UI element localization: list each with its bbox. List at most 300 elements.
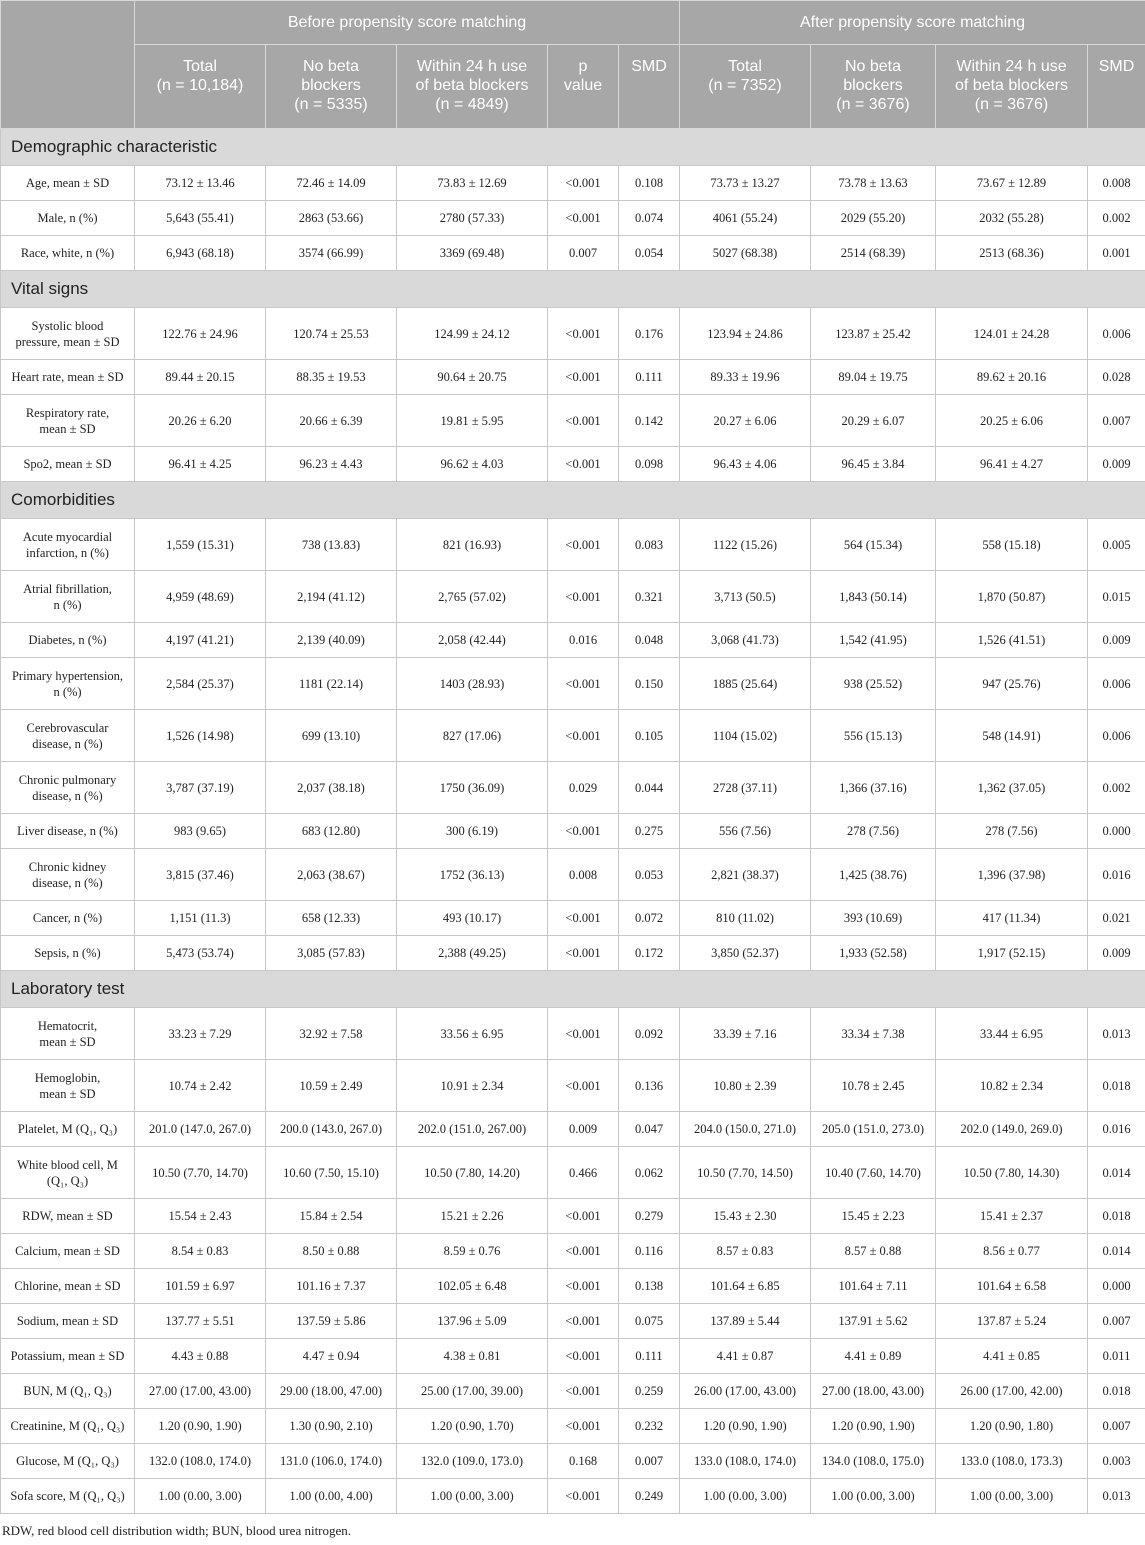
- table-cell: 0.047: [619, 1112, 680, 1147]
- table-cell: 0.000: [1088, 1269, 1145, 1304]
- table-cell: 1,396 (37.98): [936, 849, 1088, 901]
- col-header-line: Total: [183, 58, 217, 75]
- table-row: [1, 1444, 1145, 1479]
- table-cell: 90.64 ± 20.75: [397, 360, 548, 395]
- table-cell: 0.048: [619, 623, 680, 658]
- col-header-no-bb-after: [811, 45, 936, 129]
- table-row: [1, 308, 1145, 360]
- table-cell: 0.321: [619, 571, 680, 623]
- row-label: [1, 901, 135, 936]
- table-cell: 821 (16.93): [397, 519, 548, 571]
- table-cell: 88.35 ± 19.53: [266, 360, 397, 395]
- row-label-line: disease, n (%): [32, 736, 103, 751]
- row-label-line: infarction, n (%): [26, 545, 109, 560]
- table-cell: 2,139 (40.09): [266, 623, 397, 658]
- table-cell: 1,933 (52.58): [811, 936, 936, 971]
- table-cell: 0.009: [1088, 623, 1145, 658]
- row-label: [1, 166, 135, 201]
- table-row: [1, 1060, 1145, 1112]
- table-cell: 0.006: [1088, 658, 1145, 710]
- table-cell: <0.001: [548, 571, 619, 623]
- table-cell: 0.105: [619, 710, 680, 762]
- col-header-total-after: [680, 45, 811, 129]
- table-cell: 137.96 ± 5.09: [397, 1304, 548, 1339]
- table-cell: 10.80 ± 2.39: [680, 1060, 811, 1112]
- table-cell: 4.47 ± 0.94: [266, 1339, 397, 1374]
- row-label-line: Chlorine, mean ± SD: [14, 1279, 121, 1293]
- col-header-line: Within 24 h use: [956, 58, 1067, 75]
- row-label: [1, 308, 135, 360]
- table-cell: 204.0 (150.0, 271.0): [680, 1112, 811, 1147]
- table-cell: 10.74 ± 2.42: [135, 1060, 266, 1112]
- table-cell: 1.00 (0.00, 3.00): [680, 1479, 811, 1514]
- table-cell: 8.57 ± 0.88: [811, 1234, 936, 1269]
- table-cell: 137.91 ± 5.62: [811, 1304, 936, 1339]
- table-cell: 2863 (53.66): [266, 201, 397, 236]
- table-cell: 0.003: [1088, 1444, 1145, 1479]
- table-cell: 0.018: [1088, 1060, 1145, 1112]
- table-cell: 938 (25.52): [811, 658, 936, 710]
- row-label: [1, 710, 135, 762]
- table-cell: 683 (12.80): [266, 814, 397, 849]
- section-header-row: [1, 482, 1145, 519]
- table-cell: 0.232: [619, 1409, 680, 1444]
- table-cell: 699 (13.10): [266, 710, 397, 762]
- table-cell: 0.007: [1088, 1304, 1145, 1339]
- section-title: Demographic characteristic: [1, 129, 1145, 166]
- table-cell: 0.259: [619, 1374, 680, 1409]
- table-cell: 20.26 ± 6.20: [135, 395, 266, 447]
- row-label-line: Hematocrit,: [37, 1018, 98, 1033]
- table-cell: 0.108: [619, 166, 680, 201]
- table-cell: 0.014: [1088, 1234, 1145, 1269]
- row-label: [1, 1409, 135, 1444]
- row-label-line: Cerebrovascular: [26, 720, 109, 735]
- table-cell: 96.43 ± 4.06: [680, 447, 811, 482]
- table-cell: 137.87 ± 5.24: [936, 1304, 1088, 1339]
- table-cell: 2029 (55.20): [811, 201, 936, 236]
- col-header-line: Within 24 h use: [416, 58, 528, 75]
- table-row: [1, 166, 1145, 201]
- section-header-row: [1, 129, 1145, 166]
- table-cell: 15.21 ± 2.26: [397, 1199, 548, 1234]
- table-cell: 1181 (22.14): [266, 658, 397, 710]
- table-cell: <0.001: [548, 360, 619, 395]
- table-cell: 1,362 (37.05): [936, 762, 1088, 814]
- table-cell: 0.006: [1088, 308, 1145, 360]
- table-cell: 0.062: [619, 1147, 680, 1199]
- table-cell: 1,843 (50.14): [811, 571, 936, 623]
- table-cell: 3,085 (57.83): [266, 936, 397, 971]
- table-cell: 102.05 ± 6.48: [397, 1269, 548, 1304]
- row-label-line: Hemoglobin,: [34, 1070, 101, 1085]
- table-cell: <0.001: [548, 1234, 619, 1269]
- table-cell: <0.001: [548, 710, 619, 762]
- table-cell: <0.001: [548, 1008, 619, 1060]
- col-header-line: blockers: [301, 77, 361, 94]
- table-cell: 278 (7.56): [811, 814, 936, 849]
- row-label: [1, 849, 135, 901]
- col-header-bb-after: [936, 45, 1088, 129]
- table-cell: 15.84 ± 2.54: [266, 1199, 397, 1234]
- table-cell: 0.249: [619, 1479, 680, 1514]
- table-cell: <0.001: [548, 1479, 619, 1514]
- col-header-line: of beta blockers: [955, 77, 1068, 94]
- table-cell: 2728 (37.11): [680, 762, 811, 814]
- table-cell: 101.59 ± 6.97: [135, 1269, 266, 1304]
- table-cell: 101.16 ± 7.37: [266, 1269, 397, 1304]
- table-cell: 131.0 (106.0, 174.0): [266, 1444, 397, 1479]
- table-cell: 658 (12.33): [266, 901, 397, 936]
- table-cell: 10.91 ± 2.34: [397, 1060, 548, 1112]
- table-cell: 1,425 (38.76): [811, 849, 936, 901]
- col-header-line: (n = 3676): [836, 96, 910, 113]
- table-row: [1, 1234, 1145, 1269]
- table-cell: 96.62 ± 4.03: [397, 447, 548, 482]
- table-cell: 96.45 ± 3.84: [811, 447, 936, 482]
- table-cell: 0.006: [1088, 710, 1145, 762]
- table-row: [1, 1147, 1145, 1199]
- table-cell: 983 (9.65): [135, 814, 266, 849]
- table-cell: 29.00 (18.00, 47.00): [266, 1374, 397, 1409]
- table-cell: 1.30 (0.90, 2.10): [266, 1409, 397, 1444]
- table-cell: 1,366 (37.16): [811, 762, 936, 814]
- row-label-line: Sepsis, n (%): [34, 946, 101, 960]
- table-cell: 33.23 ± 7.29: [135, 1008, 266, 1060]
- table-cell: <0.001: [548, 1339, 619, 1374]
- row-label-line: pressure, mean ± SD: [15, 334, 120, 349]
- table-cell: <0.001: [548, 395, 619, 447]
- table-cell: 0.002: [1088, 762, 1145, 814]
- row-label: [1, 1374, 135, 1409]
- row-label-line: Respiratory rate,: [25, 405, 110, 420]
- table-cell: 8.59 ± 0.76: [397, 1234, 548, 1269]
- table-cell: 5027 (68.38): [680, 236, 811, 271]
- table-cell: 72.46 ± 14.09: [266, 166, 397, 201]
- col-header-line: (n = 3676): [974, 96, 1049, 113]
- row-label-line: n (%): [53, 597, 82, 612]
- row-label-line: BUN, M (Q₁, Q₃): [23, 1384, 112, 1398]
- table-cell: 1,151 (11.3): [135, 901, 266, 936]
- table-cell: 73.78 ± 13.63: [811, 166, 936, 201]
- table-cell: 3,850 (52.37): [680, 936, 811, 971]
- table-cell: 0.466: [548, 1147, 619, 1199]
- table-cell: 0.008: [1088, 166, 1145, 201]
- table-cell: 0.075: [619, 1304, 680, 1339]
- table-row: [1, 447, 1145, 482]
- table-cell: 1.00 (0.00, 3.00): [135, 1479, 266, 1514]
- row-label-line: Cancer, n (%): [32, 911, 103, 925]
- row-label-line: mean ± SD: [39, 1086, 96, 1101]
- table-cell: 202.0 (149.0, 269.0): [936, 1112, 1088, 1147]
- table-cell: 3,787 (37.19): [135, 762, 266, 814]
- row-label: [1, 1269, 135, 1304]
- table-cell: 2513 (68.36): [936, 236, 1088, 271]
- table-cell: 133.0 (108.0, 174.0): [680, 1444, 811, 1479]
- row-label-line: White blood cell, M: [17, 1157, 118, 1172]
- row-label-line: (Q₁, Q₃): [46, 1173, 89, 1188]
- table-cell: 493 (10.17): [397, 901, 548, 936]
- table-cell: 0.092: [619, 1008, 680, 1060]
- table-row: [1, 360, 1145, 395]
- table-cell: 89.04 ± 19.75: [811, 360, 936, 395]
- table-cell: 0.074: [619, 201, 680, 236]
- row-label-line: disease, n (%): [32, 875, 103, 890]
- table-cell: 2,388 (49.25): [397, 936, 548, 971]
- table-cell: 0.176: [619, 308, 680, 360]
- row-label-line: Creatinine, M (Q₁, Q₃): [10, 1419, 125, 1433]
- table-cell: 0.001: [1088, 236, 1145, 271]
- table-cell: 20.29 ± 6.07: [811, 395, 936, 447]
- table-cell: 0.111: [619, 1339, 680, 1374]
- table-row: [1, 762, 1145, 814]
- table-cell: 137.77 ± 5.51: [135, 1304, 266, 1339]
- table-cell: 0.009: [1088, 936, 1145, 971]
- table-cell: <0.001: [548, 1199, 619, 1234]
- row-label: [1, 623, 135, 658]
- row-label: [1, 1304, 135, 1339]
- section-title: Vital signs: [1, 271, 1145, 308]
- row-label-line: mean ± SD: [39, 421, 96, 436]
- table-cell: 0.136: [619, 1060, 680, 1112]
- table-cell: 123.87 ± 25.42: [811, 308, 936, 360]
- row-label: [1, 814, 135, 849]
- row-label: [1, 1479, 135, 1514]
- table-cell: 548 (14.91): [936, 710, 1088, 762]
- table-cell: 89.44 ± 20.15: [135, 360, 266, 395]
- table-cell: 1.20 (0.90, 1.90): [680, 1409, 811, 1444]
- table-cell: 132.0 (108.0, 174.0): [135, 1444, 266, 1479]
- table-cell: 4,959 (48.69): [135, 571, 266, 623]
- table-cell: 89.62 ± 20.16: [936, 360, 1088, 395]
- table-row: [1, 1304, 1145, 1339]
- table-cell: 1.00 (0.00, 4.00): [266, 1479, 397, 1514]
- row-label-line: Male, n (%): [37, 211, 98, 225]
- table-cell: 1122 (15.26): [680, 519, 811, 571]
- table-cell: 122.76 ± 24.96: [135, 308, 266, 360]
- table-cell: 1.00 (0.00, 3.00): [397, 1479, 548, 1514]
- col-header-line: SMD: [1098, 58, 1135, 75]
- row-label-line: disease, n (%): [32, 788, 103, 803]
- table-cell: 101.64 ± 7.11: [811, 1269, 936, 1304]
- col-header-smd-after: [1088, 45, 1145, 129]
- table-cell: 2,821 (38.37): [680, 849, 811, 901]
- row-label: [1, 1008, 135, 1060]
- table-cell: 2,194 (41.12): [266, 571, 397, 623]
- col-header-line: No beta: [302, 58, 360, 75]
- row-label-line: Chronic pulmonary: [18, 772, 117, 787]
- col-header-no-bb-before: [266, 45, 397, 129]
- table-cell: <0.001: [548, 1374, 619, 1409]
- table-cell: 2,037 (38.18): [266, 762, 397, 814]
- table-row: [1, 1409, 1145, 1444]
- table-cell: 133.0 (108.0, 173.3): [936, 1444, 1088, 1479]
- table-cell: 0.018: [1088, 1199, 1145, 1234]
- section-header-row: [1, 271, 1145, 308]
- table-cell: 134.0 (108.0, 175.0): [811, 1444, 936, 1479]
- row-label-line: RDW, mean ± SD: [22, 1209, 113, 1223]
- table-cell: 27.00 (17.00, 43.00): [135, 1374, 266, 1409]
- table-cell: 8.54 ± 0.83: [135, 1234, 266, 1269]
- table-cell: 89.33 ± 19.96: [680, 360, 811, 395]
- table-cell: 417 (11.34): [936, 901, 1088, 936]
- table-cell: 0.029: [548, 762, 619, 814]
- table-cell: 2,063 (38.67): [266, 849, 397, 901]
- col-header-total-before: [135, 45, 266, 129]
- table-cell: 0.016: [548, 623, 619, 658]
- table-cell: 4.41 ± 0.85: [936, 1339, 1088, 1374]
- table-cell: 738 (13.83): [266, 519, 397, 571]
- table-cell: 0.279: [619, 1199, 680, 1234]
- row-label: [1, 936, 135, 971]
- col-header-line: value: [563, 77, 603, 94]
- table-cell: 0.028: [1088, 360, 1145, 395]
- row-label: [1, 1147, 135, 1199]
- row-label: [1, 1112, 135, 1147]
- row-label-line: Heart rate, mean ± SD: [11, 370, 124, 384]
- table-cell: 4.41 ± 0.89: [811, 1339, 936, 1374]
- table-row: [1, 1479, 1145, 1514]
- table-cell: 0.016: [1088, 849, 1145, 901]
- table-row: [1, 1112, 1145, 1147]
- table-cell: 10.40 (7.60, 14.70): [811, 1147, 936, 1199]
- row-label: [1, 571, 135, 623]
- group-header-after: After propensity score matching: [680, 1, 1145, 45]
- table-cell: <0.001: [548, 1304, 619, 1339]
- table-cell: 0.007: [1088, 395, 1145, 447]
- table-cell: 19.81 ± 5.95: [397, 395, 548, 447]
- table-cell: 205.0 (151.0, 273.0): [811, 1112, 936, 1147]
- table-cell: 15.54 ± 2.43: [135, 1199, 266, 1234]
- row-label-line: Spo2, mean ± SD: [23, 457, 112, 471]
- table-cell: 1403 (28.93): [397, 658, 548, 710]
- section-title: Laboratory test: [1, 971, 1145, 1008]
- table-cell: 33.39 ± 7.16: [680, 1008, 811, 1060]
- table-cell: 0.009: [1088, 447, 1145, 482]
- table-cell: 3,815 (37.46): [135, 849, 266, 901]
- table-cell: <0.001: [548, 308, 619, 360]
- table-row: [1, 571, 1145, 623]
- table-cell: 101.64 ± 6.58: [936, 1269, 1088, 1304]
- table-row: [1, 710, 1145, 762]
- table-cell: 4061 (55.24): [680, 201, 811, 236]
- table-cell: 0.016: [1088, 1112, 1145, 1147]
- table-cell: <0.001: [548, 1409, 619, 1444]
- table-cell: 73.12 ± 13.46: [135, 166, 266, 201]
- table-cell: 132.0 (109.0, 173.0): [397, 1444, 548, 1479]
- row-label-line: Calcium, mean ± SD: [15, 1244, 120, 1258]
- table-cell: 8.50 ± 0.88: [266, 1234, 397, 1269]
- row-label-line: Age, mean ± SD: [25, 176, 110, 190]
- col-header-line: (n = 5335): [294, 96, 368, 113]
- table-cell: 3369 (69.48): [397, 236, 548, 271]
- table-cell: 1,526 (41.51): [936, 623, 1088, 658]
- table-cell: 0.142: [619, 395, 680, 447]
- table-row: [1, 1374, 1145, 1409]
- table-cell: 25.00 (17.00, 39.00): [397, 1374, 548, 1409]
- table-cell: 556 (7.56): [680, 814, 811, 849]
- table-cell: <0.001: [548, 936, 619, 971]
- col-header-line: (n = 4849): [435, 96, 509, 113]
- table-cell: 0.072: [619, 901, 680, 936]
- table-cell: 1104 (15.02): [680, 710, 811, 762]
- col-header-line: (n = 10,184): [156, 77, 244, 94]
- row-label: [1, 762, 135, 814]
- table-cell: 0.138: [619, 1269, 680, 1304]
- table-cell: 0.015: [1088, 571, 1145, 623]
- row-label: [1, 1444, 135, 1479]
- table-cell: 0.005: [1088, 519, 1145, 571]
- col-header-smd-before: [619, 45, 680, 129]
- table-cell: 10.50 (7.70, 14.70): [135, 1147, 266, 1199]
- table-cell: 73.73 ± 13.27: [680, 166, 811, 201]
- table-cell: 300 (6.19): [397, 814, 548, 849]
- table-cell: 1752 (36.13): [397, 849, 548, 901]
- table-cell: 1,917 (52.15): [936, 936, 1088, 971]
- table-cell: 5,473 (53.74): [135, 936, 266, 971]
- table-cell: 20.66 ± 6.39: [266, 395, 397, 447]
- row-label: [1, 236, 135, 271]
- row-label: [1, 1234, 135, 1269]
- table-cell: <0.001: [548, 814, 619, 849]
- table-cell: 0.172: [619, 936, 680, 971]
- table-cell: 1750 (36.09): [397, 762, 548, 814]
- table-cell: 0.054: [619, 236, 680, 271]
- table-cell: 0.002: [1088, 201, 1145, 236]
- row-label: [1, 1199, 135, 1234]
- row-label-line: n (%): [53, 684, 82, 699]
- table-cell: 947 (25.76): [936, 658, 1088, 710]
- row-label-line: Systolic blood: [31, 318, 104, 333]
- table-cell: 101.64 ± 6.85: [680, 1269, 811, 1304]
- row-label-line: Diabetes, n (%): [28, 633, 107, 647]
- row-label: [1, 201, 135, 236]
- section-header-row: [1, 971, 1145, 1008]
- table-cell: 1,870 (50.87): [936, 571, 1088, 623]
- table-cell: 15.45 ± 2.23: [811, 1199, 936, 1234]
- table-cell: 1,559 (15.31): [135, 519, 266, 571]
- row-label-line: Glucose, M (Q₁, Q₃): [16, 1454, 119, 1468]
- table-cell: 120.74 ± 25.53: [266, 308, 397, 360]
- table-cell: 15.43 ± 2.30: [680, 1199, 811, 1234]
- table-cell: 200.0 (143.0, 267.0): [266, 1112, 397, 1147]
- table-cell: 0.009: [548, 1112, 619, 1147]
- table-cell: 3574 (66.99): [266, 236, 397, 271]
- table-row: [1, 519, 1145, 571]
- table-footnote: RDW, red blood cell distribution width; BUN, blood urea nitrogen.: [2, 1523, 352, 1538]
- table-row: [1, 658, 1145, 710]
- table-cell: 33.34 ± 7.38: [811, 1008, 936, 1060]
- table-cell: 0.000: [1088, 814, 1145, 849]
- table-cell: 827 (17.06): [397, 710, 548, 762]
- table-cell: 8.57 ± 0.83: [680, 1234, 811, 1269]
- row-label: [1, 1339, 135, 1374]
- table-cell: 124.99 ± 24.12: [397, 308, 548, 360]
- table-cell: 0.018: [1088, 1374, 1145, 1409]
- table-cell: 1.20 (0.90, 1.90): [811, 1409, 936, 1444]
- col-header-line: of beta blockers: [415, 77, 529, 94]
- col-header-line: (n = 7352): [708, 77, 782, 94]
- table-cell: 10.82 ± 2.34: [936, 1060, 1088, 1112]
- table-cell: 1.20 (0.90, 1.90): [135, 1409, 266, 1444]
- table-cell: 10.50 (7.70, 14.50): [680, 1147, 811, 1199]
- table-cell: 20.27 ± 6.06: [680, 395, 811, 447]
- table-cell: 96.23 ± 4.43: [266, 447, 397, 482]
- table-cell: 10.59 ± 2.49: [266, 1060, 397, 1112]
- table-cell: 556 (15.13): [811, 710, 936, 762]
- table-cell: 15.41 ± 2.37: [936, 1199, 1088, 1234]
- row-label-line: mean ± SD: [39, 1034, 96, 1049]
